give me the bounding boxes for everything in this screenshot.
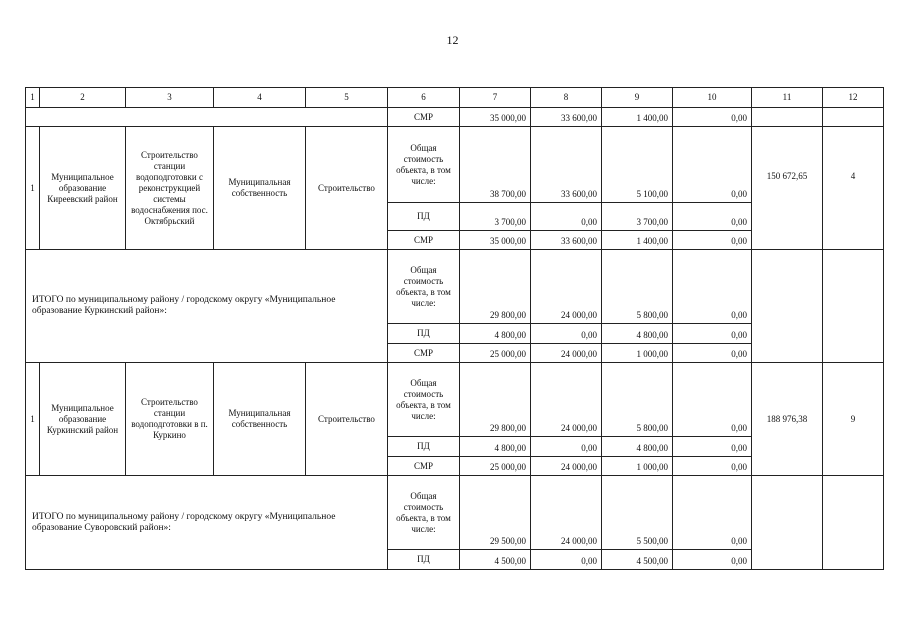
cell-col9: 5 800,00 xyxy=(602,363,673,437)
object-name: Строительство станции водоподготовки в п. Куркино xyxy=(126,363,214,476)
cell-col8: 0,00 xyxy=(531,203,602,231)
header-cell: 2 xyxy=(40,88,126,108)
work-type: Строительство xyxy=(306,127,388,250)
cell-col9: 5 800,00 xyxy=(602,250,673,324)
table-row xyxy=(26,363,884,437)
row-label: СМР xyxy=(388,108,460,127)
header-cell: 6 xyxy=(388,88,460,108)
cell-col8: 24 000,00 xyxy=(531,457,602,476)
cell-col8: 0,00 xyxy=(531,550,602,570)
header-cell: 12 xyxy=(823,88,884,108)
cell-col10: 0,00 xyxy=(673,344,752,363)
total-label: ИТОГО по муниципальному району / городскому округу «Муниципальное образование Куркинский район»: xyxy=(26,250,388,363)
cell-col9: 1 400,00 xyxy=(602,231,673,250)
cell-col7: 25 000,00 xyxy=(460,457,531,476)
cell-col10: 0,00 xyxy=(673,363,752,437)
total-label: ИТОГО по муниципальному району / городскому округу «Муниципальное образование Суворовский район»: xyxy=(26,476,388,570)
cell-col8: 0,00 xyxy=(531,437,602,457)
header-cell: 3 xyxy=(126,88,214,108)
page-number: 12 xyxy=(446,33,459,47)
header-cell: 10 xyxy=(673,88,752,108)
cell-col11: 188 976,38 xyxy=(752,363,823,476)
row-label: Общая стоимость объекта, в том числе: xyxy=(388,250,460,324)
cell-col9: 4 800,00 xyxy=(602,324,673,344)
municipality-name: Муниципальное образование Куркинский район xyxy=(40,363,126,476)
row-label: ПД xyxy=(388,203,460,231)
cell-col8: 33 600,00 xyxy=(531,127,602,203)
cell-col7: 4 500,00 xyxy=(460,550,531,570)
cell-col12: 9 xyxy=(823,363,884,476)
cell-col9: 1 400,00 xyxy=(602,108,673,127)
cell-col7: 29 500,00 xyxy=(460,476,531,550)
cell-col7: 25 000,00 xyxy=(460,344,531,363)
row-number: 1 xyxy=(26,127,40,250)
header-cell: 9 xyxy=(602,88,673,108)
cell-col8: 33 600,00 xyxy=(531,108,602,127)
cell-col10: 0,00 xyxy=(673,324,752,344)
cell-col8: 0,00 xyxy=(531,324,602,344)
table-row xyxy=(26,108,884,127)
cell-col7: 35 000,00 xyxy=(460,108,531,127)
cell-col10: 0,00 xyxy=(673,437,752,457)
cell-col7: 4 800,00 xyxy=(460,324,531,344)
row-label: Общая стоимость объекта, в том числе: xyxy=(388,363,460,437)
object-name: Строительство станции водоподготовки с реконструкцией системы водоснабжения пос. Октябрьский xyxy=(126,127,214,250)
cell-col7: 38 700,00 xyxy=(460,127,531,203)
cell-col8: 24 000,00 xyxy=(531,476,602,550)
cell-col9: 5 100,00 xyxy=(602,127,673,203)
cell-col10: 0,00 xyxy=(673,231,752,250)
row-label: ПД xyxy=(388,550,460,570)
cell-col9: 4 800,00 xyxy=(602,437,673,457)
row-label: ПД xyxy=(388,324,460,344)
cell-col7: 3 700,00 xyxy=(460,203,531,231)
cell-col9: 4 500,00 xyxy=(602,550,673,570)
header-cell: 4 xyxy=(214,88,306,108)
row-label: Общая стоимость объекта, в том числе: xyxy=(388,476,460,550)
cell-col7: 29 800,00 xyxy=(460,363,531,437)
cell-col8: 24 000,00 xyxy=(531,250,602,324)
row-number: 1 xyxy=(26,363,40,476)
header-cell: 11 xyxy=(752,88,823,108)
cell-col7: 35 000,00 xyxy=(460,231,531,250)
cell-col9: 1 000,00 xyxy=(602,457,673,476)
row-label: Общая стоимость объекта, в том числе: xyxy=(388,127,460,203)
cell-col10: 0,00 xyxy=(673,127,752,203)
ownership: Муниципальная собственность xyxy=(214,127,306,250)
table-row xyxy=(26,250,884,324)
header-row xyxy=(26,88,884,108)
cell-col10: 0,00 xyxy=(673,457,752,476)
cell-col10: 0,00 xyxy=(673,250,752,324)
row-label: ПД xyxy=(388,437,460,457)
budget-table xyxy=(25,87,884,570)
cell-col10: 0,00 xyxy=(673,476,752,550)
cell-col8: 33 600,00 xyxy=(531,231,602,250)
row-label: СМР xyxy=(388,231,460,250)
municipality-name: Муниципальное образование Киреевский район xyxy=(40,127,126,250)
header-cell: 1 xyxy=(26,88,40,108)
table-row xyxy=(26,476,884,550)
header-cell: 5 xyxy=(306,88,388,108)
cell-col9: 5 500,00 xyxy=(602,476,673,550)
cell-col10: 0,00 xyxy=(673,203,752,231)
cell-col10: 0,00 xyxy=(673,550,752,570)
header-cell: 7 xyxy=(460,88,531,108)
cell-col12: 4 xyxy=(823,127,884,250)
ownership: Муниципальная собственность xyxy=(214,363,306,476)
cell-col10: 0,00 xyxy=(673,108,752,127)
table-row xyxy=(26,127,884,203)
cell-col7: 4 800,00 xyxy=(460,437,531,457)
cell-col8: 24 000,00 xyxy=(531,363,602,437)
cell-col8: 24 000,00 xyxy=(531,344,602,363)
work-type: Строительство xyxy=(306,363,388,476)
header-cell: 8 xyxy=(531,88,602,108)
row-label: СМР xyxy=(388,344,460,363)
row-label: СМР xyxy=(388,457,460,476)
cell-col7: 29 800,00 xyxy=(460,250,531,324)
cell-col9: 1 000,00 xyxy=(602,344,673,363)
cell-col11: 150 672,65 xyxy=(752,127,823,250)
cell-col9: 3 700,00 xyxy=(602,203,673,231)
